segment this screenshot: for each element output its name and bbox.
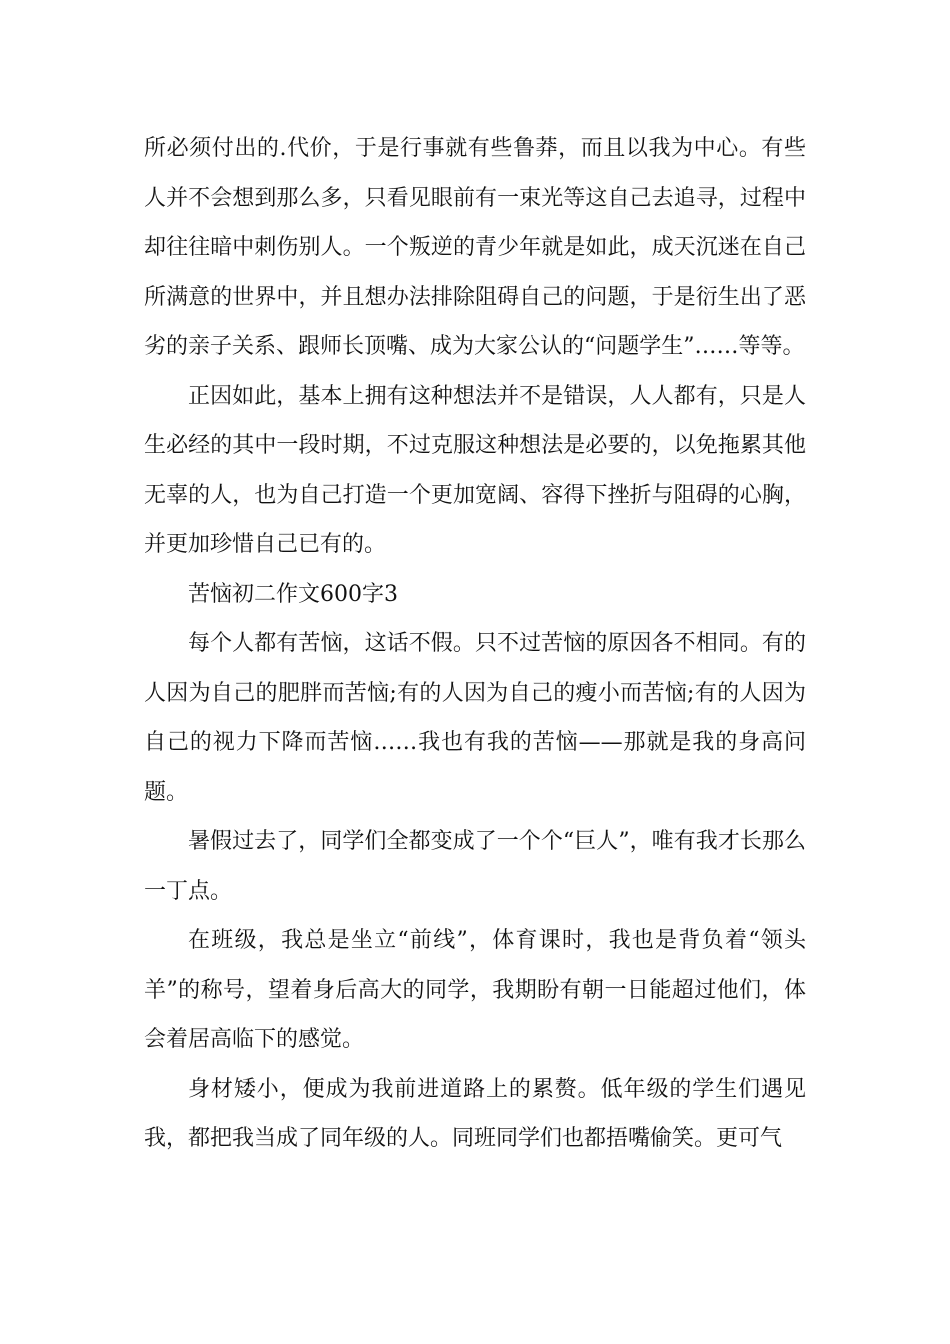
document-body <box>144 124 806 1164</box>
paragraph-4: 暑假过去了，同学们全都变成了一个个“巨人”，唯有我才长那么一丁点。 <box>144 829 806 904</box>
section-heading: 苦恼初二作文600字3 <box>188 581 398 607</box>
paragraph-3: 每个人都有苦恼，这话不假。只不过苦恼的原因各不相同。有的人因为自己的肥胖而苦恼;有的人因为自己的瘦小而苦恼;有的人因为自己的视力下降而苦恼……我也有我的苦恼——那就是我的身高问题。 <box>144 631 806 805</box>
paragraph-2: 正因如此，基本上拥有这种想法并不是错误，人人都有，只是人生必经的其中一段时期，不过克服这种想法是必要的，以免拖累其他无辜的人，也为自己打造一个更加宽阔、容得下挫折与阻碍的心胸，并更加珍惜自己已有的。 <box>144 383 806 557</box>
paragraph-1: 所必须付出的.代价，于是行事就有些鲁莽，而且以我为中心。有些人并不会想到那么多，只看见眼前有一束光等这自己去追寻，过程中却往往暗中刺伤别人。一个叛逆的青少年就是如此，成天沉迷在自己所满意的世界中，并且想办法排除阻碍自己的问题，于是衍生出了恶劣的亲子关系、跟师长顶嘴、成为大家公认的“问题学生”……等等。 <box>144 136 806 359</box>
paragraph-5: 在班级，我总是坐立“前线”，体育课时，我也是背负着“领头羊”的称号，望着身后高大的同学，我期盼有朝一日能超过他们，体会着居高临下的感觉。 <box>144 928 806 1052</box>
paragraph-6: 身材矮小，便成为我前进道路上的累赘。低年级的学生们遇见我，都把我当成了同年级的人。同班同学们也都捂嘴偷笑。更可气 <box>144 1076 806 1151</box>
